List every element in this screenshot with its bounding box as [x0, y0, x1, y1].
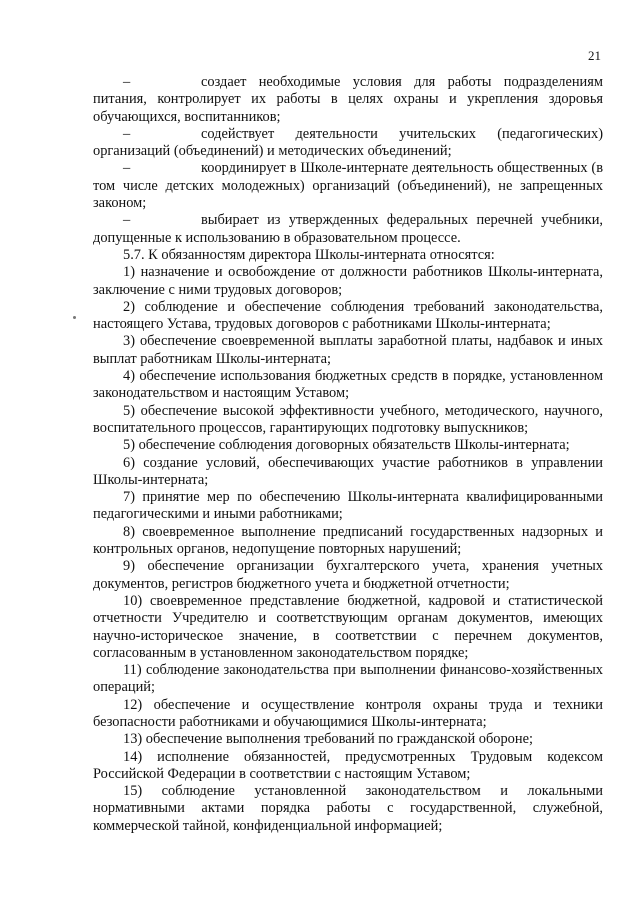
- duty-item: 11) соблюдение законодательства при выполнении финансово-хозяйственных операций;: [93, 662, 603, 696]
- list-item-text: выбирает из утвержденных федеральных перечней учебники, допущенные к использованию в образовательном процессе.: [93, 212, 603, 246]
- duty-item: 3) обеспечение своевременной выплаты заработной платы, надбавок и иных выплат работникам Школы-интерната;: [93, 333, 603, 367]
- dash-marker: –: [123, 212, 131, 229]
- duty-item: 13) обеспечение выполнения требований по гражданской обороне;: [123, 731, 533, 748]
- duty-item: 9) обеспечение организации бухгалтерского учета, хранения учетных документов, регистров бюджетного учета и бюджетной отчетности;: [93, 558, 603, 592]
- duty-item: 8) своевременное выполнение предписаний государственных надзорных и контрольных органов, недопущение повторных нарушений;: [93, 523, 603, 558]
- section-heading: 5.7. К обязанностям директора Школы-интерната относятся:: [123, 246, 495, 263]
- duty-item: 2) соблюдение и обеспечение соблюдения требований законодательства, настоящего Устава, трудовых договоров с работниками Школы-интерната;: [93, 298, 603, 333]
- dash-marker: –: [123, 125, 131, 142]
- duty-item: 5) обеспечение высокой эффективности учебного, методического, научного, воспитательного процессов, гарантирующих подготовку выпускников;: [93, 402, 603, 436]
- scan-speck: [73, 316, 76, 319]
- duty-item: 15) соблюдение установленной законодательством и локальными нормативными актами порядка работы с государственной, служебной, коммерческой тайной, конфиденциальной информацией;: [93, 783, 603, 834]
- list-item: [93, 74, 603, 126]
- duty-item: 10) своевременное представление бюджетной, кадровой и статистической отчетности Учредителю и соответствующим органам документов, имеющих научно-историческое значение, в соответствии с перечнем документов, согласованным в установленном законодательством порядке;: [93, 592, 603, 661]
- duty-item: 4) обеспечение использования бюджетных средств в порядке, установленном законодательством и настоящим Уставом;: [93, 368, 603, 402]
- duty-item: 14) исполнение обязанностей, предусмотренных Трудовым кодексом Российской Федерации в соответствии с настоящим Уставом;: [93, 748, 603, 782]
- page-number: 21: [588, 48, 601, 63]
- duty-item: 7) принятие мер по обеспечению Школы-интерната квалифицированными педагогическими и иными работниками;: [93, 489, 603, 523]
- duty-item: 1) назначение и освобождение от должности работников Школы-интерната, заключение с ними трудовых договоров;: [93, 264, 603, 298]
- list-item-text: координирует в Школе-интернате деятельность общественных (в том числе детских молодежных) организаций (объединений), не запрещенных законом;: [93, 160, 603, 212]
- list-item: [93, 126, 603, 161]
- duty-item: 5) обеспечение соблюдения договорных обязательств Школы-интерната;: [123, 437, 570, 454]
- document-body: [93, 74, 603, 835]
- dash-marker: –: [123, 74, 131, 90]
- list-item: [93, 160, 603, 212]
- list-item: [93, 212, 603, 247]
- dash-marker: –: [123, 160, 131, 177]
- list-item-text: содействует деятельности учительских (педагогических) организаций (объединений) и методических объединений;: [93, 125, 603, 160]
- list-item-text: создает необходимые условия для работы подразделениям питания, контролирует их работы в целях охраны и укрепления здоровья обучающихся, воспитанников;: [93, 74, 603, 125]
- duty-item: 6) создание условий, обеспечивающих участие работников в управлении Школы-интерната;: [93, 454, 603, 488]
- duty-item: 12) обеспечение и осуществление контроля охраны труда и техники безопасности работниками и обучающимися Школы-интерната;: [93, 696, 603, 730]
